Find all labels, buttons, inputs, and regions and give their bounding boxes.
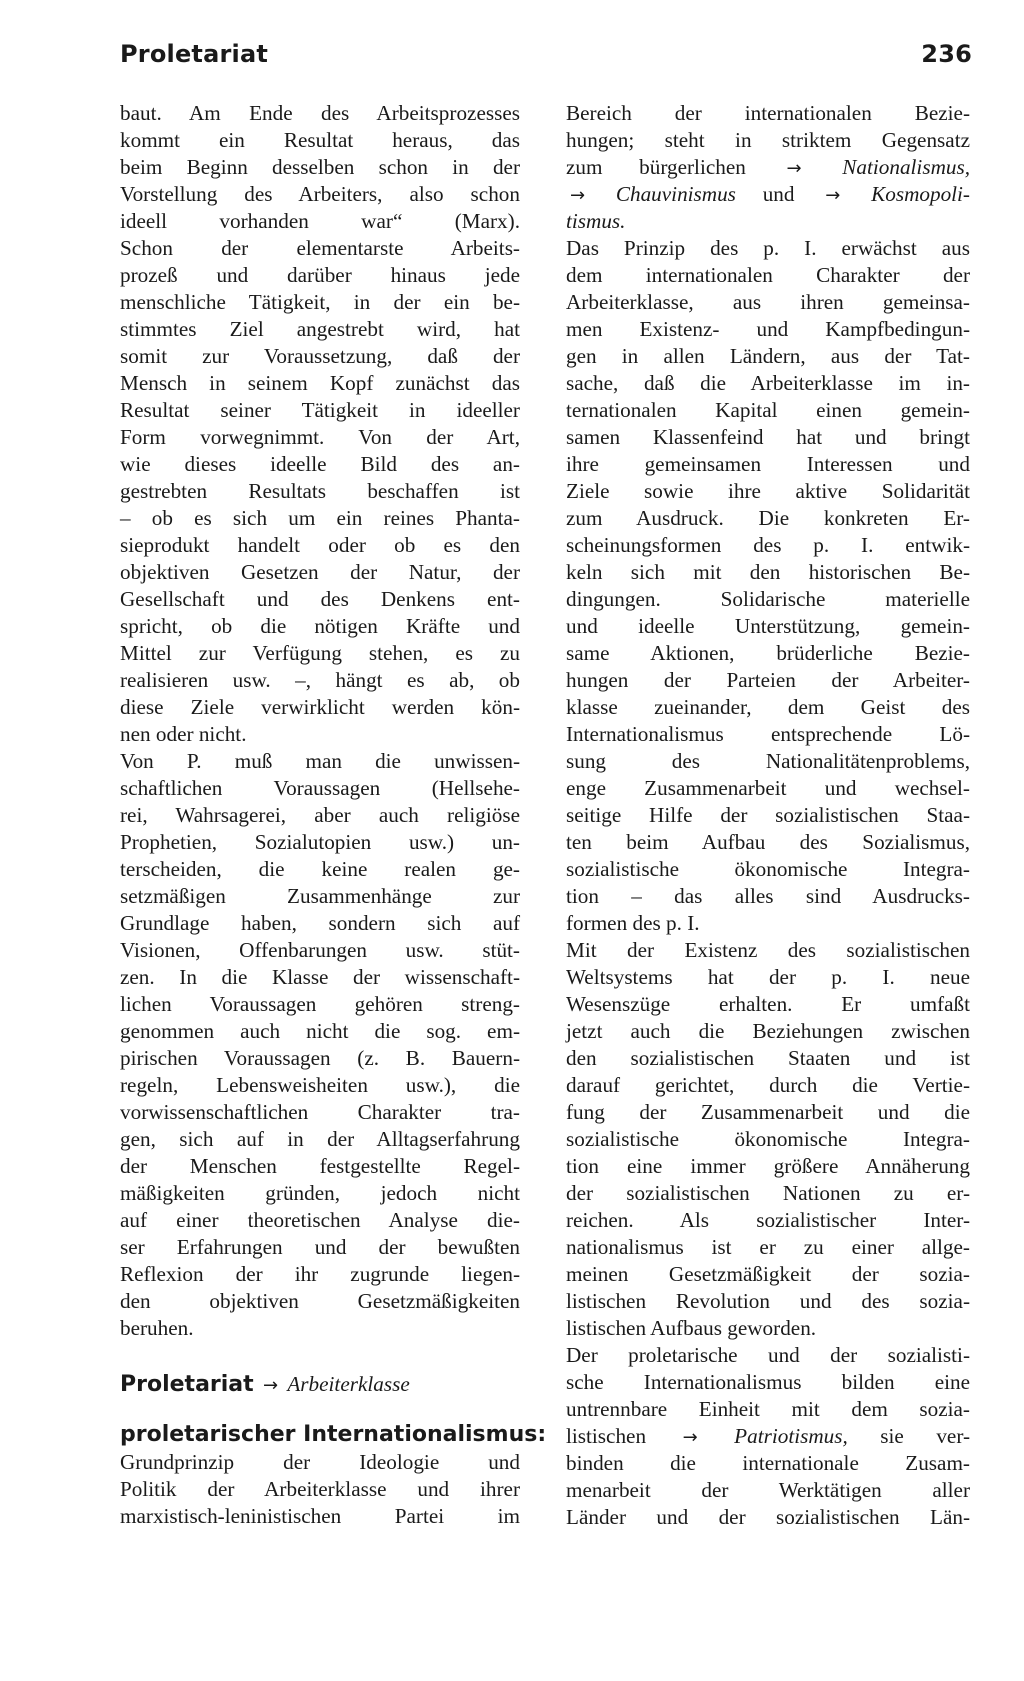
text-line: pirischen Voraussagen (z. B. Bauern- bbox=[120, 1046, 520, 1070]
text-line: den objektiven Gesetzmäßigkeiten bbox=[120, 1289, 520, 1313]
cross-reference-arbeiterklasse[interactable]: Arbeiterklasse bbox=[287, 1372, 410, 1396]
text-line: Der proletarische und der sozialisti- bbox=[566, 1343, 970, 1367]
text-line: gen in allen Ländern, aus der Tat- bbox=[566, 344, 970, 368]
text-line: untrennbare Einheit mit dem sozia- bbox=[566, 1397, 970, 1421]
text-line: formen des p. I. bbox=[566, 911, 700, 935]
text-line: hungen; steht in striktem Gegensatz bbox=[566, 128, 970, 152]
text-line: darauf gerichtet, durch die Vertie- bbox=[566, 1073, 970, 1097]
text-line: nationalismus ist er zu einer allge- bbox=[566, 1235, 970, 1259]
text-line: diese Ziele verwirklicht werden kön- bbox=[120, 695, 520, 719]
cross-reference-kosmopolitismus-cont[interactable]: tismus. bbox=[566, 209, 626, 233]
text-line: ser Erfahrungen und der bewußten bbox=[120, 1235, 520, 1259]
text-line: sozialistische ökonomische Integra- bbox=[566, 857, 970, 881]
text-line: mäßigkeiten gründen, jedoch nicht bbox=[120, 1181, 520, 1205]
text-line: tion eine immer größere Annäherung bbox=[566, 1154, 970, 1178]
text-line: menarbeit der Werktätigen aller bbox=[566, 1478, 970, 1502]
text-line bbox=[566, 154, 970, 181]
text-line: genommen auch nicht die sog. em- bbox=[120, 1019, 520, 1043]
text-line: objektiven Gesetzen der Natur, der bbox=[120, 560, 520, 584]
text-fragment: listischen bbox=[566, 1424, 647, 1448]
cross-reference-arrow-icon: → bbox=[786, 158, 802, 179]
entry-proletariat bbox=[120, 1369, 520, 1399]
text-line: den sozialistischen Staaten und ist bbox=[566, 1046, 970, 1070]
text-line bbox=[566, 181, 970, 208]
text-line: listischen Aufbaus geworden. bbox=[566, 1316, 817, 1340]
text-line: auf einer theoretischen Analyse die- bbox=[120, 1208, 520, 1232]
text-line: Grundlage haben, sondern sich auf bbox=[120, 911, 520, 935]
left-column-body bbox=[120, 100, 520, 1342]
text-line: Resultat seiner Tätigkeit in ideeller bbox=[120, 398, 520, 422]
text-line: zum Ausdruck. Die konkreten Er- bbox=[566, 506, 970, 530]
text-line: Politik der Arbeiterklasse und ihrer bbox=[120, 1477, 520, 1501]
right-column bbox=[566, 100, 970, 1531]
right-column-closing bbox=[566, 1450, 970, 1531]
cross-reference-patriotismus[interactable]: Patriotismus, bbox=[734, 1424, 848, 1448]
text-line: same Aktionen, brüderliche Bezie- bbox=[566, 641, 970, 665]
text-line: Schon der elementarste Arbeits- bbox=[120, 236, 520, 260]
text-line: Mensch in seinem Kopf zunächst das bbox=[120, 371, 520, 395]
text-line: Grundprinzip der Ideologie und bbox=[120, 1450, 520, 1474]
text-line: nen oder nicht. bbox=[120, 722, 247, 746]
left-column bbox=[120, 100, 547, 1530]
cross-reference-arrow-icon: → bbox=[682, 1427, 698, 1448]
text-line: dingungen. Solidarische materielle bbox=[566, 587, 970, 611]
text-line: und ideelle Unterstützung, gemein- bbox=[566, 614, 970, 638]
text-line: der Menschen festgestellte Regel- bbox=[120, 1154, 520, 1178]
text-line: keln sich mit den historischen Be- bbox=[566, 560, 970, 584]
right-column-intro bbox=[566, 100, 970, 154]
text-line: beim Beginn desselben schon in der bbox=[120, 155, 520, 179]
text-line: somit zur Voraussetzung, daß der bbox=[120, 344, 520, 368]
text-line: tion – das alles sind Ausdrucks- bbox=[566, 884, 970, 908]
text-line: sieprodukt handelt oder ob es den bbox=[120, 533, 520, 557]
entry-internationalismus-body bbox=[120, 1449, 520, 1530]
text-line: klasse zueinander, dem Geist des bbox=[566, 695, 970, 719]
page-number: 236 bbox=[921, 40, 972, 68]
text-line: scheinungsformen des p. I. entwik- bbox=[566, 533, 970, 557]
text-fragment: sie ver- bbox=[880, 1424, 971, 1448]
text-line: seitige Hilfe der sozialistischen Staa- bbox=[566, 803, 970, 827]
text-line: Das Prinzip des p. I. erwächst aus bbox=[566, 236, 970, 260]
text-line: Mit der Existenz des sozialistischen bbox=[566, 938, 970, 962]
text-line: Von P. muß man die unwissen- bbox=[120, 749, 520, 773]
text-line: schaftlichen Voraussagen (Hellsehe- bbox=[120, 776, 520, 800]
lemma-proletarischer-internationalismus: proletarischer Internationalismus: bbox=[120, 1422, 547, 1447]
text-line bbox=[566, 1423, 970, 1450]
text-line: Länder und der sozialistischen Län- bbox=[566, 1505, 970, 1529]
text-line: ideell vorhanden war“ (Marx). bbox=[120, 209, 520, 233]
cross-reference-chauvinismus[interactable]: Chauvinismus bbox=[615, 182, 736, 206]
text-line: Gesellschaft und des Denkens ent- bbox=[120, 587, 520, 611]
text-line: regeln, Lebensweisheiten usw.), die bbox=[120, 1073, 520, 1097]
text-line: sche Internationalismus bilden eine bbox=[566, 1370, 970, 1394]
text-line: – ob es sich um ein reines Phanta- bbox=[120, 506, 520, 530]
text-line: vorwissenschaftlichen Charakter tra- bbox=[120, 1100, 520, 1124]
text-line: gestrebten Resultats beschaffen ist bbox=[120, 479, 520, 503]
text-line: zen. In die Klasse der wissenschaft- bbox=[120, 965, 520, 989]
text-line: menschliche Tätigkeit, in der ein be- bbox=[120, 290, 520, 314]
text-line: beruhen. bbox=[120, 1316, 194, 1340]
text-line: setzmäßigen Zusammenhänge zur bbox=[120, 884, 520, 908]
text-line: Arbeiterklasse, aus ihren gemeinsa- bbox=[566, 290, 970, 314]
text-line: Weltsystems hat der p. I. neue bbox=[566, 965, 970, 989]
text-line: reichen. Als sozialistischer Inter- bbox=[566, 1208, 970, 1232]
text-fragment: und bbox=[762, 182, 795, 206]
entry-proletarischer-internationalismus bbox=[120, 1419, 547, 1449]
text-line: Ziele sowie ihre aktive Solidarität bbox=[566, 479, 970, 503]
text-line: men Existenz- und Kampfbedingun- bbox=[566, 317, 970, 341]
text-line: lichen Voraussagen gehören streng- bbox=[120, 992, 520, 1016]
text-line bbox=[566, 208, 970, 235]
cross-reference-arrow-icon: → bbox=[262, 1375, 279, 1396]
text-line: sache, daß die Arbeiterklasse im in- bbox=[566, 371, 970, 395]
text-line: wie dieses ideelle Bild des an- bbox=[120, 452, 520, 476]
text-line: Bereich der internationalen Bezie- bbox=[566, 101, 970, 125]
text-line: baut. Am Ende des Arbeitsprozesses bbox=[120, 101, 520, 125]
text-line: samen Klassenfeind hat und bringt bbox=[566, 425, 970, 449]
text-line: der sozialistischen Nationen zu er- bbox=[566, 1181, 970, 1205]
text-line: fung der Zusammenarbeit und die bbox=[566, 1100, 970, 1124]
text-line: spricht, ob die nötigen Kräfte und bbox=[120, 614, 520, 638]
text-line: Reflexion der ihr zugrunde liegen- bbox=[120, 1262, 520, 1286]
right-column-body bbox=[566, 235, 970, 1423]
text-line: listischen Revolution und des sozia- bbox=[566, 1289, 970, 1313]
text-line: gen, sich auf in der Alltagserfahrung bbox=[120, 1127, 520, 1151]
text-line: meinen Gesetzmäßigkeit der sozia- bbox=[566, 1262, 970, 1286]
text-line: binden die internationale Zusam- bbox=[566, 1451, 970, 1475]
text-line: terscheiden, die keine realen ge- bbox=[120, 857, 520, 881]
text-line: ihre gemeinsamen Interessen und bbox=[566, 452, 970, 476]
cross-reference-nationalismus[interactable]: Nationalismus, bbox=[842, 155, 971, 179]
text-line: dem internationalen Charakter der bbox=[566, 263, 970, 287]
text-line: realisieren usw. –, hängt es ab, ob bbox=[120, 668, 520, 692]
text-line: Wesenszüge erhalten. Er umfaßt bbox=[566, 992, 970, 1016]
text-line: Visionen, Offenbarungen usw. stüt- bbox=[120, 938, 520, 962]
cross-reference-kosmopolitismus[interactable]: Kosmopoli- bbox=[871, 182, 970, 206]
text-line: jetzt auch die Beziehungen zwischen bbox=[566, 1019, 970, 1043]
text-line: Form vorwegnimmt. Von der Art, bbox=[120, 425, 520, 449]
text-line: ternationalen Kapital einen gemein- bbox=[566, 398, 970, 422]
text-line: prozeß und darüber hinaus jede bbox=[120, 263, 520, 287]
text-line: Prophetien, Sozialutopien usw.) un- bbox=[120, 830, 520, 854]
text-line: Internationalismus entsprechende Lö- bbox=[566, 722, 970, 746]
text-line: enge Zusammenarbeit und wechsel- bbox=[566, 776, 970, 800]
cross-reference-arrow-icon: → bbox=[570, 185, 586, 206]
running-head-title: Proletariat bbox=[120, 40, 269, 68]
running-head bbox=[120, 40, 972, 80]
text-line: rei, Wahrsagerei, aber auch religiöse bbox=[120, 803, 520, 827]
text-line: sozialistische ökonomische Integra- bbox=[566, 1127, 970, 1151]
text-line: Mittel zur Verfügung stehen, es zu bbox=[120, 641, 520, 665]
text-line: kommt ein Resultat heraus, das bbox=[120, 128, 520, 152]
text-line: sung des Nationalitätenproblems, bbox=[566, 749, 970, 773]
text-line: stimmtes Ziel angestrebt wird, hat bbox=[120, 317, 520, 341]
text-line: hungen der Parteien der Arbeiter- bbox=[566, 668, 970, 692]
text-line: ten beim Aufbau des Sozialismus, bbox=[566, 830, 970, 854]
cross-reference-arrow-icon: → bbox=[825, 185, 841, 206]
text-line: Vorstellung des Arbeiters, also schon bbox=[120, 182, 520, 206]
text-line: marxistisch-leninistischen Partei im bbox=[120, 1504, 520, 1528]
text-fragment: zum bürgerlichen bbox=[566, 155, 746, 179]
lemma-proletariat: Proletariat bbox=[120, 1372, 254, 1397]
